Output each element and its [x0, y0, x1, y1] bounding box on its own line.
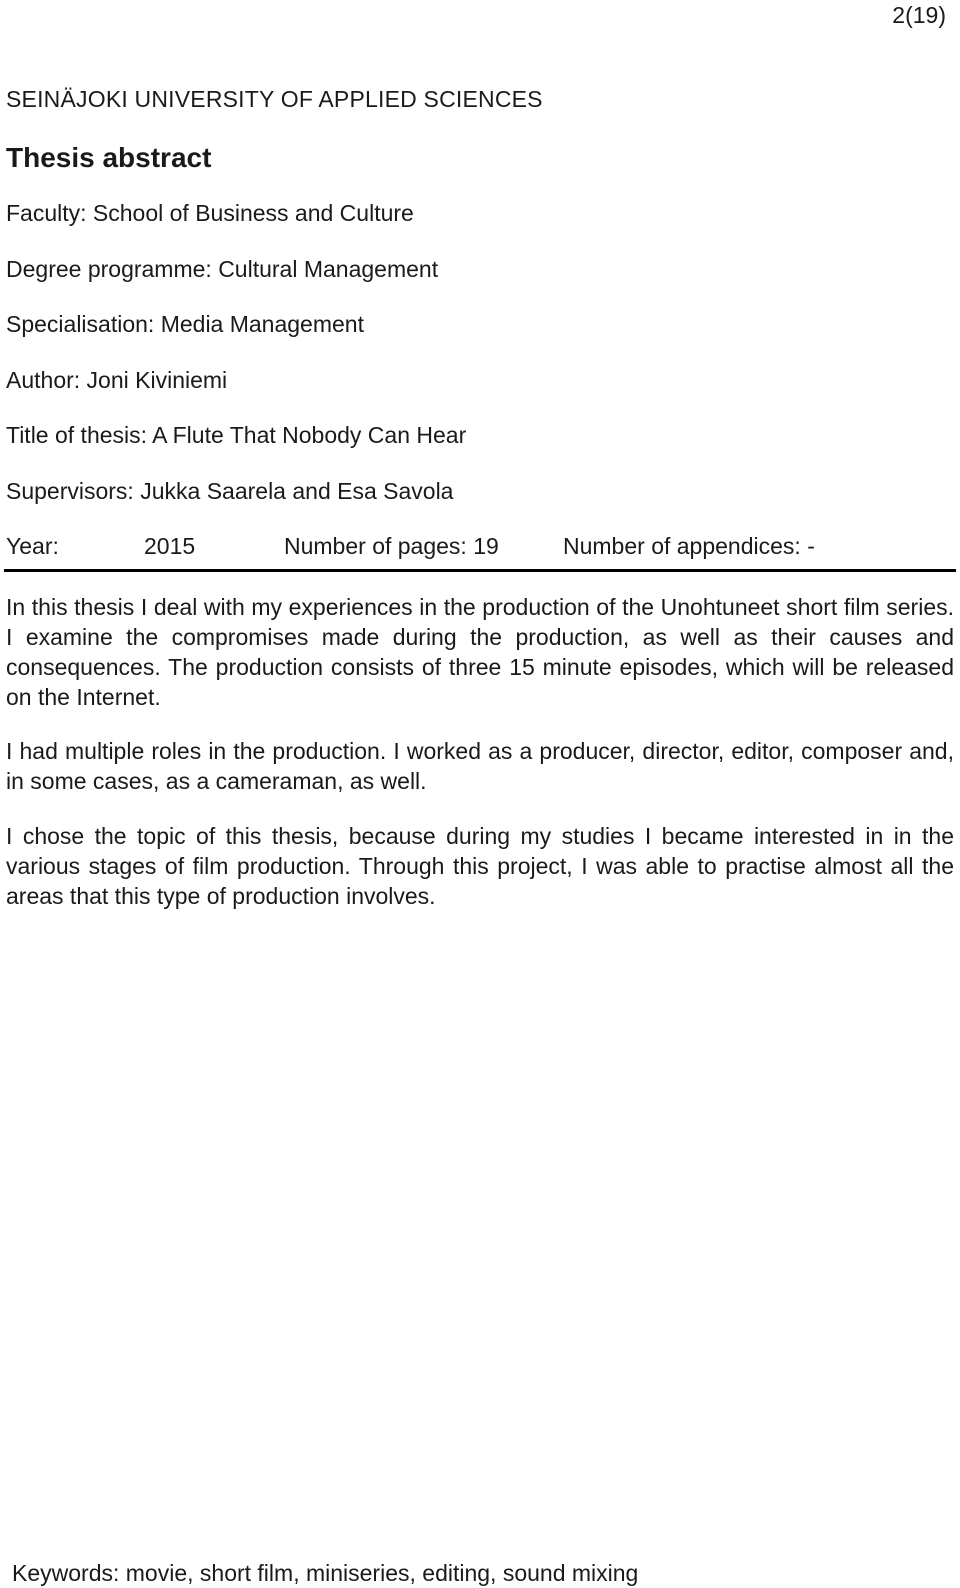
supervisors-line: Supervisors: Jukka Saarela and Esa Savola: [6, 478, 454, 504]
thesis-title-line: Title of thesis: A Flute That Nobody Can Hear: [6, 422, 467, 448]
appendices-count: Number of appendices: -: [563, 533, 815, 559]
year-value: 2015: [144, 533, 196, 559]
pages-count: Number of pages: 19: [284, 533, 499, 559]
header-divider: [4, 569, 956, 572]
university-name: SEINÄJOKI UNIVERSITY OF APPLIED SCIENCES: [6, 86, 543, 112]
abstract-paragraph-1: In this thesis I deal with my experiences in the production of the Unohtuneet short film series. I examine the compromises made during the production, as well as their causes and consequences. The production consists of three 15 minute episodes, which will be released on the Internet.: [6, 594, 954, 710]
abstract-paragraph-2: I had multiple roles in the production. I worked as a producer, director, editor, composer and, in some cases, as a cameraman, as well.: [6, 738, 954, 794]
abstract-paragraph-3: I chose the topic of this thesis, because during my studies I became interested in in the various stages of film production. Through this project, I was able to practise almost all the areas that this type of production involves.: [6, 823, 954, 909]
keywords-line: Keywords: movie, short film, miniseries, editing, sound mixing: [12, 1560, 639, 1586]
page-number: 2(19): [892, 2, 946, 28]
author-line: Author: Joni Kiviniemi: [6, 367, 228, 393]
page-title: Thesis abstract: [6, 142, 212, 173]
year-label: Year:: [6, 533, 59, 559]
specialisation-line: Specialisation: Media Management: [6, 311, 364, 337]
faculty-line: Faculty: School of Business and Culture: [6, 200, 414, 226]
degree-programme-line: Degree programme: Cultural Management: [6, 256, 439, 282]
